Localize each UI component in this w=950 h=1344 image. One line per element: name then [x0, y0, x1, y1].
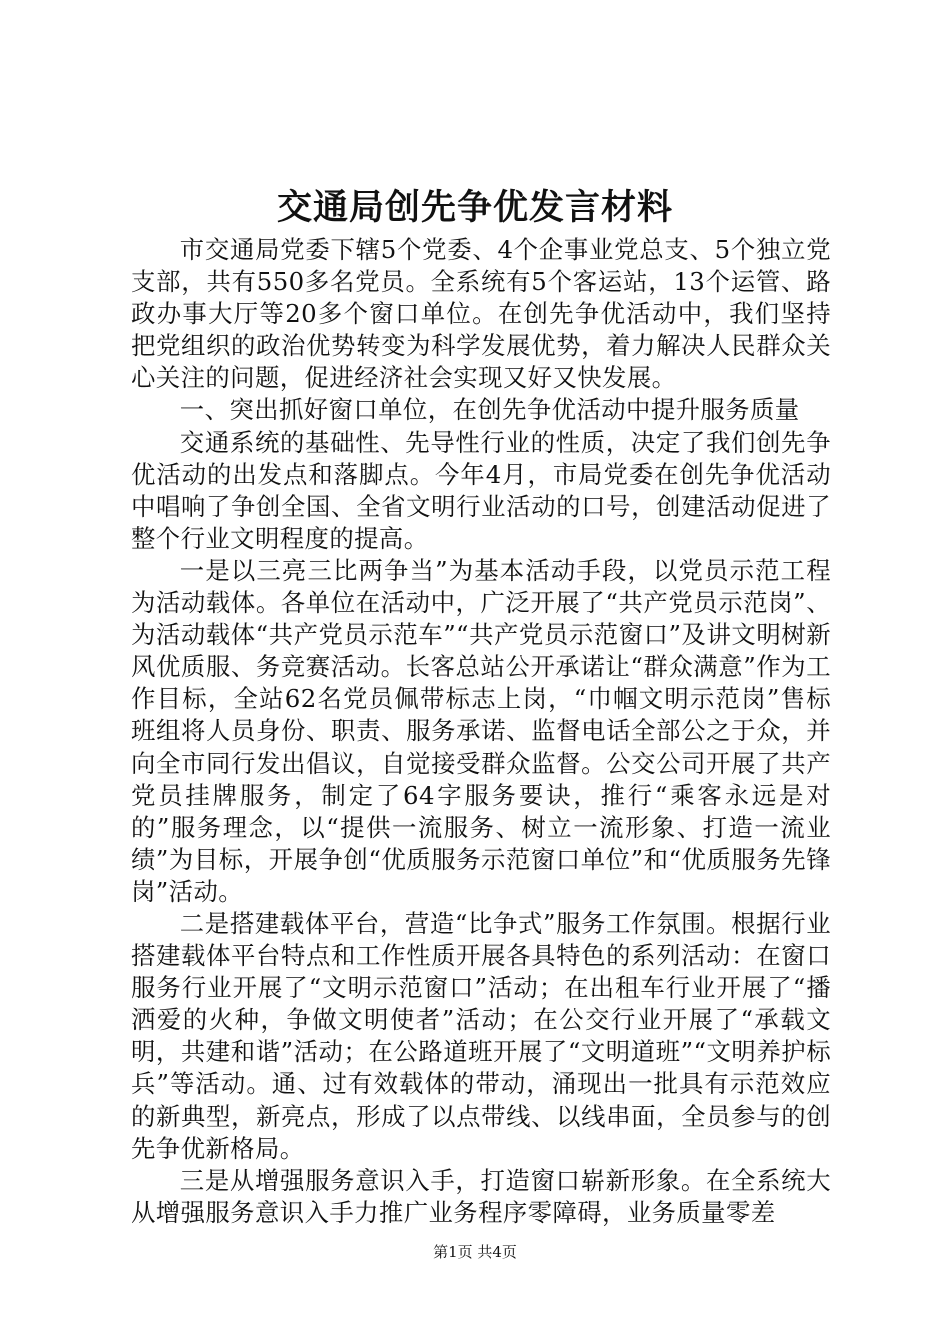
paragraph-section-1: 交通系统的基础性、先导性行业的性质，决定了我们创先争优活动的出发点和落脚点。今年4月，市局党委在创先争优活动中唱响了争创全国、全省文明行业活动的口号，创建活动促进了整个行业文明程度的提高。	[131, 427, 831, 553]
paragraph-point-3: 三是从增强服务意识入手，打造窗口崭新形象。在全系统大从增强服务意识入手力推广业务程序零障碍，业务质量零差	[131, 1165, 831, 1227]
document-title: 交通局创先争优发言材料	[276, 187, 673, 228]
document-body	[131, 234, 831, 1229]
paragraph-intro: 市交通局党委下辖5个党委、4个企事业党总支、5个独立党支部，共有550多名党员。全系统有5个客运站，13个运管、路政办事大厅等20多个窗口单位。在创先争优活动中，我们坚持把党组织的政治优势转变为科学发展优势，着力解决人民群众关心关注的问题，促进经济社会实现又好又快发展。	[131, 235, 831, 393]
page-number-footer: 第1页 共4页	[433, 1243, 517, 1261]
paragraph-point-2: 二是搭建载体平台，营造“比争式”服务工作氛围。根据行业搭建载体平台特点和工作性质开展各具特色的系列活动：在窗口服务行业开展了“文明示范窗口”活动；在出租车行业开展了“播洒爱的火种，争做文明使者”活动；在公交行业开展了“承载文明，共建和谐”活动；在公路道班开展了“文明道班”“文明养护标兵”等活动。通、过有效载体的带动，涌现出一批具有示范效应的新典型，新亮点，形成了以点带线、以线串面，全员参与的创先争优新格局。	[131, 908, 831, 1163]
section-heading-1: 一、突出抓好窗口单位，在创先争优活动中提升服务质量	[179, 395, 800, 425]
paragraph-point-1: 一是以三亮三比两争当”为基本活动手段，以党员示范工程为活动载体。各单位在活动中，广泛开展了“共产党员示范岗”、为活动载体“共产党员示范车”“共产党员示范窗口”及讲文明树新风优质服、务竞赛活动。长客总站公开承诺让“群众满意”作为工作目标，全站62名党员佩带标志上岗，“巾帼文明示范岗”售标班组将人员身份、职责、服务承诺、监督电话全部公之于众，并向全市同行发出倡议，自觉接受群众监督。公交公司开展了共产党员挂牌服务，制定了64字服务要诀，推行“乘客永远是对的”服务理念，以“提供一流服务、树立一流形象、打造一流业绩”为目标，开展争创“优质服务示范窗口单位”和“优质服务先锋岗”活动。	[131, 555, 831, 906]
